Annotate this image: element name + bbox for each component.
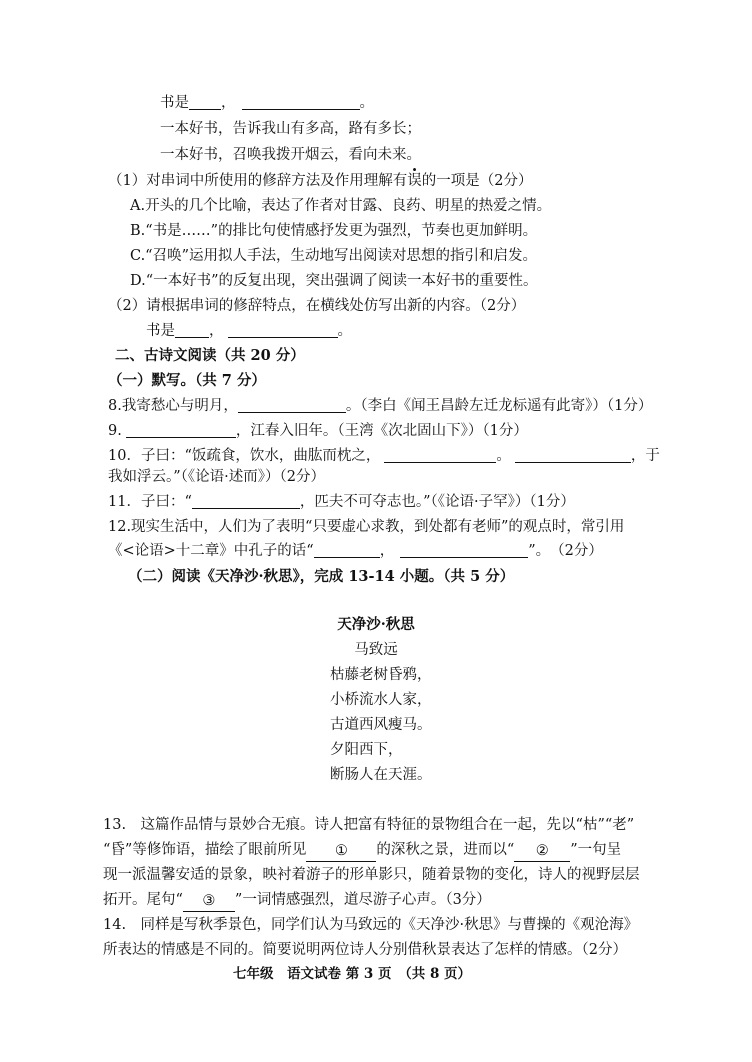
blank[interactable] (242, 94, 360, 110)
question-13-cont (103, 840, 621, 862)
poem-line: 夕阳西下， (330, 742, 403, 758)
text: ，于 (630, 448, 660, 464)
text: 。 (496, 448, 511, 464)
poem-line: 枯藤老树昏鸦， (330, 667, 432, 683)
question-10 (108, 446, 660, 466)
text: 书是 (146, 323, 175, 339)
blank-2[interactable]: ② (514, 841, 570, 862)
question-8 (108, 396, 652, 416)
blank[interactable] (515, 447, 631, 463)
blank[interactable] (175, 322, 209, 338)
option-c: C.“召唤”运用拟人手法，生动地写出阅读对思想的指引和启发。 (130, 248, 538, 264)
blank[interactable] (192, 493, 300, 509)
text: ，匹夫不可夺志也。”（《论语·子罕》）（1分） (299, 494, 575, 510)
question-13: 13. 这篇作品情与景妙合无痕。诗人把富有特征的景物组合在一起，先以“枯”“老” (103, 817, 635, 833)
question-12-cont (108, 541, 603, 561)
blank[interactable] (189, 94, 221, 110)
question-11 (108, 492, 575, 512)
text: ， (209, 323, 224, 339)
poem-line-3: 一本好书，召唤我拨开烟云，看向未来。 (160, 147, 421, 163)
text: “昏”等修饰语，描绘了眼前所见 (103, 842, 307, 858)
blank-1[interactable]: ① (306, 841, 376, 862)
text: ”一词情感强烈，道尽游子心声。（3分） (234, 892, 491, 908)
poem-line: 断肠人在天涯。 (330, 767, 432, 783)
blank[interactable] (384, 447, 496, 463)
blank[interactable] (238, 397, 346, 413)
emphasis-char: 误 (407, 173, 422, 189)
option-a: A.开头的几个比喻，表达了作者对甘露、良药、明星的热爱之情。 (130, 198, 552, 214)
question-13-cont: 现一派温馨安适的景象，映衬着游子的形单影只，随着景物的变化，诗人的视野层层 (103, 867, 640, 883)
page-footer: 七年级 语文试卷 第 3 页 （共 8 页） (233, 966, 472, 982)
text: 的深秋之景，进而以“ (376, 842, 515, 858)
option-d: D.“一本好书”的反复出现，突出强调了阅读一本好书的重要性。 (130, 273, 538, 289)
question-9 (108, 421, 528, 441)
blank[interactable] (126, 422, 236, 438)
blank[interactable] (228, 322, 338, 338)
text: ，江春入旧年。（王湾《次北固山下》）（1分） (235, 423, 528, 439)
poem-line-2: 一本好书，告诉我山有多高，路有多长； (160, 121, 421, 137)
text: 的一项是（2分） (421, 173, 533, 189)
text: 《<论语>十二章》中孔子的话“ (108, 543, 314, 559)
fill-line (146, 321, 352, 341)
question-stem: （2）请根据串词的修辞特点，在横线处仿写出新的内容。（2分） (108, 298, 526, 314)
question-12: 12.现实生活中，人们为了表明“只要虚心求教，到处都有老师”的观点时，常引用 (108, 519, 625, 535)
text: （1）对串词中所使用的修辞方法及作用理解有 (108, 173, 408, 189)
text: 10．子曰：“饭疏食，饮水，曲肱而枕之， (108, 448, 381, 464)
question-10-cont: 我如浮云。”（《论语·述而》）（2分） (108, 469, 325, 485)
text: ， (221, 95, 236, 111)
text: 。（李白《闻王昌龄左迁龙标遥有此寄》）（1分） (345, 398, 653, 414)
blank-3[interactable]: ③ (183, 891, 235, 912)
poem-line: 小桥流水人家， (330, 692, 432, 708)
option-b: B.“书是……”的排比句使情感抒发更为强烈，节奏也更加鲜明。 (130, 223, 538, 239)
text: ， (379, 543, 395, 559)
text: 9. (108, 423, 122, 439)
part-heading: （一）默写。（共 7 分） (108, 372, 266, 389)
blank[interactable] (314, 542, 380, 558)
text: 。 (359, 95, 374, 111)
text: ”一句呈 (570, 842, 622, 858)
text: ”。 （2分） (528, 543, 603, 559)
question-14: 14. 同样是写秋季景色，同学们认为马致远的《天净沙·秋思》与曹操的《观沧海》 (103, 917, 639, 933)
poem-title: 天净沙·秋思 (337, 616, 415, 633)
poem-line: 古道西风瘦马。 (330, 717, 432, 733)
question-13-cont (103, 890, 491, 912)
text: 。 (337, 323, 352, 339)
blank[interactable] (400, 542, 528, 558)
section-heading: 二、古诗文阅读（共 20 分） (115, 347, 305, 364)
text: 书是 (160, 95, 189, 111)
poem-line-1 (160, 93, 374, 113)
part-heading: （二）阅读《天净沙·秋思》，完成 13-14 小题。（共 5 分） (128, 568, 515, 585)
question-14-cont: 所表达的情感是不同的。简要说明两位诗人分别借秋景表达了怎样的情感。（2分） (103, 942, 627, 958)
question-stem (108, 171, 532, 191)
text: 11．子曰：“ (108, 494, 192, 510)
text: 8.我寄愁心与明月， (108, 398, 238, 414)
poem-author: 马致远 (354, 642, 398, 658)
text: 拓开。尾句“ (103, 892, 183, 908)
